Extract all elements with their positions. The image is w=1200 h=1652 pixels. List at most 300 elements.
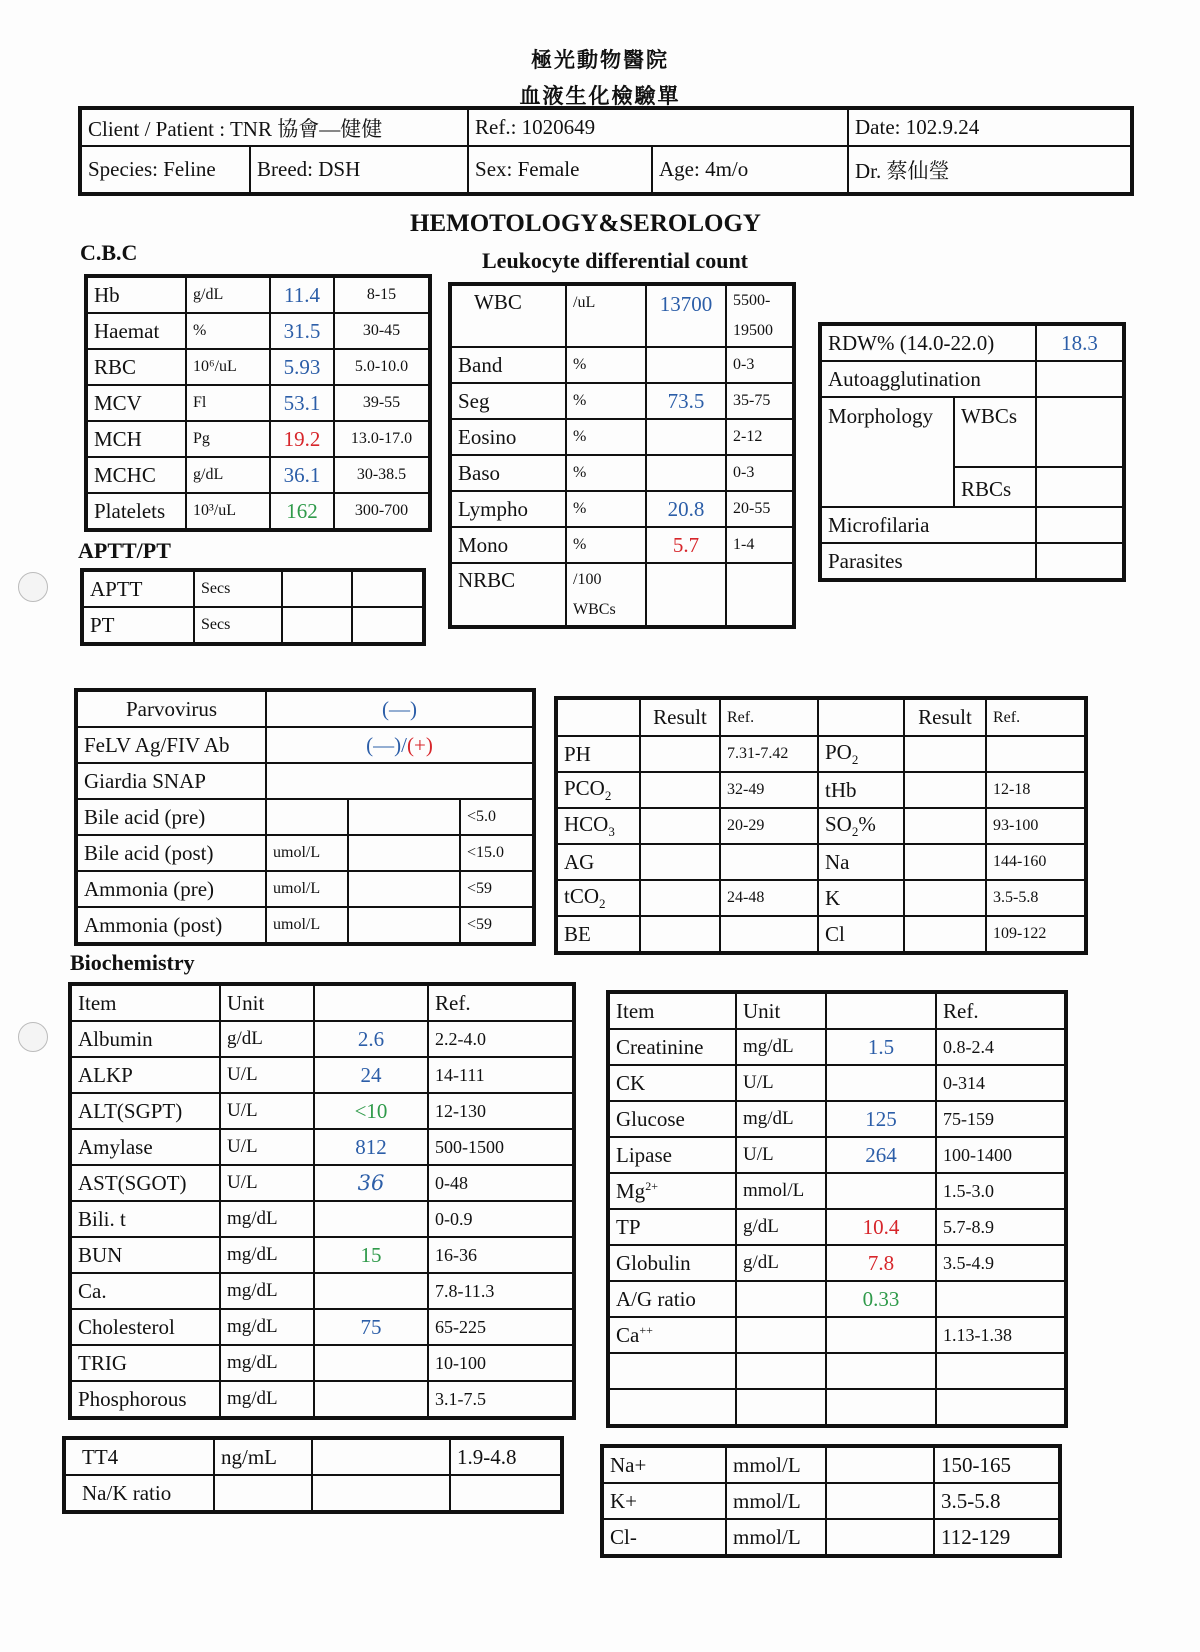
wbc-ref-line1: 5500- — [733, 292, 771, 309]
gas-item-right: tHb — [818, 772, 904, 808]
gas-ref-right: 144-160 — [986, 844, 1086, 880]
bio-value: 0.33 — [826, 1281, 936, 1317]
rbcs-value — [1036, 467, 1124, 507]
cbc-ref: 5.0-10.0 — [334, 349, 430, 385]
cbc-item: Haemat — [86, 313, 186, 349]
biochem-left-table — [68, 982, 576, 1420]
bio-value: 264 — [826, 1137, 936, 1173]
bio-ref: 3.5-4.9 — [936, 1245, 1066, 1281]
autoagglutination-label: Autoagglutination — [820, 361, 1036, 397]
electrolyte-item: Cl- — [602, 1519, 726, 1556]
bio-ref: 2.2-4.0 — [428, 1021, 574, 1057]
bio-ref: 65-225 — [428, 1309, 574, 1345]
subscript: 2 — [604, 788, 612, 804]
electrolyte-unit: mmol/L — [726, 1446, 826, 1483]
cbc-value: 36.1 — [270, 457, 334, 493]
table-row — [556, 808, 1086, 844]
bio-item — [608, 1317, 736, 1353]
serology-unit: umol/L — [266, 907, 348, 944]
bio-item: Globulin — [608, 1245, 736, 1281]
gas-item-right — [818, 736, 904, 772]
leuko-value: 5.7 — [646, 527, 726, 563]
cbc-ref: 30-45 — [334, 313, 430, 349]
wbc-item: WBC — [450, 284, 566, 347]
cbc-unit: 10³/uL — [186, 493, 270, 530]
leuko-value — [646, 347, 726, 383]
giardia-result — [266, 763, 534, 799]
leuko-ref: 2-12 — [726, 419, 794, 455]
bio-ref: 0.8-2.4 — [936, 1029, 1066, 1065]
bio-ref — [936, 1389, 1066, 1426]
table-row — [608, 1029, 1066, 1065]
header-ref: Ref. — [936, 992, 1066, 1029]
bio-item: Bili. t — [70, 1201, 220, 1237]
leuko-value — [646, 419, 726, 455]
morphology-label: Morphology — [820, 397, 954, 507]
serology-value — [348, 907, 460, 944]
bio-value: 15 — [314, 1237, 428, 1273]
leuko-item: Lympho — [450, 491, 566, 527]
bio-unit: g/dL — [736, 1209, 826, 1245]
table-row — [86, 493, 430, 530]
patient-header-table — [78, 106, 1134, 196]
bio-unit — [736, 1317, 826, 1353]
bio-item: Lipase — [608, 1137, 736, 1173]
table-row — [450, 419, 794, 455]
section-biochemistry: Biochemistry — [70, 950, 195, 975]
cbc-item: MCV — [86, 385, 186, 421]
table-row — [602, 1446, 1060, 1483]
bio-value — [826, 1173, 936, 1209]
aptt-ref — [352, 607, 424, 644]
table-row — [70, 1057, 574, 1093]
bio-ref: 1.5-3.0 — [936, 1173, 1066, 1209]
cbc-table — [84, 274, 432, 532]
aptt-unit: Secs — [194, 570, 282, 607]
table-row — [76, 799, 534, 835]
tt4-value — [312, 1438, 450, 1475]
table-header — [70, 984, 574, 1021]
gas-header-ref: Ref. — [720, 698, 818, 736]
ref-number: Ref.: 1020649 — [468, 108, 848, 146]
subscript: 2 — [851, 752, 859, 768]
table-row — [450, 383, 794, 419]
table-row — [86, 457, 430, 493]
gas-ref-left: 20-29 — [720, 808, 818, 844]
bio-unit: mg/dL — [220, 1273, 314, 1309]
item-name: Mg — [616, 1178, 646, 1203]
bio-item: BUN — [70, 1237, 220, 1273]
serology-ref: <59 — [460, 907, 534, 944]
bio-value — [314, 1273, 428, 1309]
leuko-ref: 0-3 — [726, 455, 794, 491]
aptt-ref — [352, 570, 424, 607]
bio-ref: 0-0.9 — [428, 1201, 574, 1237]
leuko-item: Mono — [450, 527, 566, 563]
morphology-table — [818, 322, 1126, 582]
bio-ref: 3.1-7.5 — [428, 1381, 574, 1418]
wbc-ref-line2: 19500 — [733, 322, 773, 339]
bio-value: 2.6 — [314, 1021, 428, 1057]
electrolyte-table — [600, 1444, 1062, 1558]
bio-value: 1.5 — [826, 1029, 936, 1065]
table-row — [70, 1237, 574, 1273]
bio-item — [608, 1353, 736, 1389]
bio-ref: 1.13-1.38 — [936, 1317, 1066, 1353]
bio-ref: 10-100 — [428, 1345, 574, 1381]
leuko-item: Seg — [450, 383, 566, 419]
punch-hole-top — [18, 572, 48, 602]
biochem-right-table — [606, 990, 1068, 1428]
table-row — [76, 871, 534, 907]
serology-value — [348, 871, 460, 907]
cbc-unit: 10⁶/uL — [186, 349, 270, 385]
tt4-item: TT4 — [64, 1438, 214, 1475]
cbc-unit: Pg — [186, 421, 270, 457]
gas-result-left — [640, 808, 720, 844]
gas-item-right: Cl — [818, 916, 904, 953]
tt4-unit: ng/mL — [214, 1438, 312, 1475]
bio-unit: mg/dL — [220, 1345, 314, 1381]
header-unit: Unit — [736, 992, 826, 1029]
bio-unit: mg/dL — [220, 1237, 314, 1273]
serology-unit: umol/L — [266, 871, 348, 907]
bio-item: TRIG — [70, 1345, 220, 1381]
subscript: 2 — [851, 824, 859, 840]
leuko-unit: % — [566, 527, 646, 563]
bio-unit: g/dL — [736, 1245, 826, 1281]
item-name: PCO — [564, 775, 605, 800]
cbc-value: 19.2 — [270, 421, 334, 457]
table-row — [556, 772, 1086, 808]
gas-ref-left — [720, 844, 818, 880]
bio-item: AST(SGOT) — [70, 1165, 220, 1201]
table-row — [70, 1201, 574, 1237]
aptt-value — [282, 570, 352, 607]
section-cbc: C.B.C — [80, 240, 138, 265]
leuko-ref: 1-4 — [726, 527, 794, 563]
table-row — [70, 1093, 574, 1129]
cbc-ref: 13.0-17.0 — [334, 421, 430, 457]
nrbc-unit-line2: WBCs — [573, 600, 616, 618]
bio-ref: 7.8-11.3 — [428, 1273, 574, 1309]
table-row — [86, 385, 430, 421]
bio-unit: mg/dL — [220, 1309, 314, 1345]
gas-item-right: Na — [818, 844, 904, 880]
serology-value — [348, 835, 460, 871]
gas-result-left — [640, 880, 720, 916]
gas-item-left — [556, 808, 640, 844]
table-row — [608, 1209, 1066, 1245]
section-aptt: APTT/PT — [78, 538, 171, 563]
header-ref: Ref. — [428, 984, 574, 1021]
bio-unit: mg/dL — [736, 1101, 826, 1137]
leuko-item: Eosino — [450, 419, 566, 455]
bio-item — [608, 1173, 736, 1209]
gas-header-result: Result — [904, 698, 986, 736]
bio-value — [314, 1201, 428, 1237]
bio-value: 125 — [826, 1101, 936, 1137]
electrolyte-unit: mmol/L — [726, 1483, 826, 1519]
fiv-result: (+) — [407, 732, 433, 757]
table-row — [450, 527, 794, 563]
gas-item-right: K — [818, 880, 904, 916]
tt4-ref — [450, 1475, 562, 1512]
table-row — [556, 698, 1086, 736]
gas-ref-left: 24-48 — [720, 880, 818, 916]
subscript: 2 — [599, 896, 606, 912]
gas-result-left — [640, 772, 720, 808]
bio-item: Creatinine — [608, 1029, 736, 1065]
leuko-unit: % — [566, 347, 646, 383]
bio-value — [314, 1345, 428, 1381]
leuko-value: 20.8 — [646, 491, 726, 527]
bio-value — [826, 1389, 936, 1426]
table-row — [82, 607, 424, 644]
cbc-ref: 8-15 — [334, 276, 430, 313]
leuko-ref: 35-75 — [726, 383, 794, 419]
aptt-table — [80, 568, 426, 646]
aptt-value — [282, 607, 352, 644]
bio-value: 10.4 — [826, 1209, 936, 1245]
serology-ref: <59 — [460, 871, 534, 907]
bio-item: A/G ratio — [608, 1281, 736, 1317]
bio-unit: mmol/L — [736, 1173, 826, 1209]
gas-item-left: PH — [556, 736, 640, 772]
serology-unit — [266, 799, 348, 835]
electrolyte-ref: 112-129 — [934, 1519, 1060, 1556]
cbc-ref: 39-55 — [334, 385, 430, 421]
nrbc-ref — [726, 563, 794, 627]
item-name: PO — [825, 739, 852, 764]
table-row — [76, 907, 534, 944]
wbc-value: 13700 — [646, 284, 726, 347]
tt4-unit — [214, 1475, 312, 1512]
serology-table — [74, 688, 536, 946]
table-row — [556, 916, 1086, 953]
cbc-value: 11.4 — [270, 276, 334, 313]
table-row — [450, 347, 794, 383]
leuko-ref: 0-3 — [726, 347, 794, 383]
table-row — [608, 1101, 1066, 1137]
bio-unit: U/L — [220, 1129, 314, 1165]
report-date: Date: 102.9.24 — [848, 108, 1132, 146]
bio-item: Glucose — [608, 1101, 736, 1137]
parvovirus-label: Parvovirus — [76, 690, 266, 727]
bio-ref: 16-36 — [428, 1237, 574, 1273]
gas-result-left — [640, 736, 720, 772]
breed: Breed: DSH — [250, 146, 468, 194]
bio-item: Ca. — [70, 1273, 220, 1309]
table-row — [556, 844, 1086, 880]
bio-unit: U/L — [736, 1065, 826, 1101]
electrolyte-ref: 150-165 — [934, 1446, 1060, 1483]
serology-item: Bile acid (pre) — [76, 799, 266, 835]
gas-item-left — [556, 772, 640, 808]
bio-item: CK — [608, 1065, 736, 1101]
subscript: 3 — [608, 824, 615, 840]
table-row — [450, 491, 794, 527]
bio-unit — [736, 1389, 826, 1426]
gas-item-right — [818, 808, 904, 844]
electrolyte-item: K+ — [602, 1483, 726, 1519]
bio-value — [826, 1065, 936, 1101]
leuko-unit: % — [566, 419, 646, 455]
bio-ref: 12-130 — [428, 1093, 574, 1129]
electrolyte-unit: mmol/L — [726, 1519, 826, 1556]
gas-item-left: BE — [556, 916, 640, 953]
rbcs-label: RBCs — [954, 467, 1036, 507]
nrbc-value — [646, 563, 726, 627]
item-suffix: % — [858, 811, 876, 836]
cbc-unit: % — [186, 313, 270, 349]
table-row — [70, 1165, 574, 1201]
item-name: SO — [825, 811, 852, 836]
table-row — [608, 1353, 1066, 1389]
bio-value: 36 — [314, 1165, 428, 1201]
gas-result-right — [904, 772, 986, 808]
bio-ref: 0-48 — [428, 1165, 574, 1201]
cbc-item: MCHC — [86, 457, 186, 493]
table-row — [608, 1065, 1066, 1101]
gas-ref-left: 7.31-7.42 — [720, 736, 818, 772]
electrolyte-item: Na+ — [602, 1446, 726, 1483]
blood-gas-table — [554, 696, 1088, 955]
gas-result-left — [640, 844, 720, 880]
parasites-label: Parasites — [820, 543, 1036, 580]
bio-unit — [736, 1353, 826, 1389]
leuko-unit: % — [566, 455, 646, 491]
bio-item: ALT(SGPT) — [70, 1093, 220, 1129]
age: Age: 4m/o — [652, 146, 848, 194]
bio-item: Albumin — [70, 1021, 220, 1057]
tt4-value — [312, 1475, 450, 1512]
table-row — [86, 421, 430, 457]
gas-item-left: AG — [556, 844, 640, 880]
wbc-ref — [726, 284, 794, 347]
gas-result-right — [904, 916, 986, 953]
bio-value: 24 — [314, 1057, 428, 1093]
bio-ref: 0-314 — [936, 1065, 1066, 1101]
table-row — [450, 284, 794, 347]
wbcs-value — [1036, 397, 1124, 467]
table-row — [450, 455, 794, 491]
table-row — [76, 835, 534, 871]
table-row — [450, 563, 794, 627]
aptt-item: APTT — [82, 570, 194, 607]
serology-item: Bile acid (post) — [76, 835, 266, 871]
bio-unit: mg/dL — [736, 1029, 826, 1065]
rdw-label: RDW% (14.0-22.0) — [820, 324, 1036, 361]
bio-item — [608, 1389, 736, 1426]
bio-item: Phosphorous — [70, 1381, 220, 1418]
serology-value — [348, 799, 460, 835]
hospital-name: 極光動物醫院 — [531, 48, 669, 72]
rdw-value: 18.3 — [1036, 324, 1124, 361]
cbc-value: 5.93 — [270, 349, 334, 385]
nrbc-item: NRBC — [450, 563, 566, 627]
giardia-label: Giardia SNAP — [76, 763, 266, 799]
aptt-unit: Secs — [194, 607, 282, 644]
bio-unit: mg/dL — [220, 1381, 314, 1418]
parvovirus-result: (—) — [266, 690, 534, 727]
autoagglutination-value — [1036, 361, 1124, 397]
table-row — [64, 1475, 562, 1512]
table-row — [602, 1483, 1060, 1519]
table-header — [608, 992, 1066, 1029]
wbcs-label: WBCs — [954, 397, 1036, 467]
wbc-unit: /uL — [566, 284, 646, 347]
bio-unit — [736, 1281, 826, 1317]
table-row — [64, 1438, 562, 1475]
felv-fiv-label: FeLV Ag/FIV Ab — [76, 727, 266, 763]
electrolyte-ref: 3.5-5.8 — [934, 1483, 1060, 1519]
serology-unit: umol/L — [266, 835, 348, 871]
nrbc-unit-line1: /100 — [573, 570, 602, 588]
bio-value: 75 — [314, 1309, 428, 1345]
leuko-value — [646, 455, 726, 491]
table-row — [70, 1129, 574, 1165]
bio-ref: 500-1500 — [428, 1129, 574, 1165]
table-row — [86, 313, 430, 349]
table-row — [608, 1389, 1066, 1426]
bio-item: Amylase — [70, 1129, 220, 1165]
tt4-ref: 1.9-4.8 — [450, 1438, 562, 1475]
cbc-item: RBC — [86, 349, 186, 385]
bio-value: 812 — [314, 1129, 428, 1165]
bio-item: ALKP — [70, 1057, 220, 1093]
leuko-value: 73.5 — [646, 383, 726, 419]
cbc-item: MCH — [86, 421, 186, 457]
microfilaria-value — [1036, 507, 1124, 543]
cbc-item: Platelets — [86, 493, 186, 530]
bio-unit: U/L — [736, 1137, 826, 1173]
header-item: Item — [608, 992, 736, 1029]
gas-result-right — [904, 808, 986, 844]
electrolyte-value — [826, 1519, 934, 1556]
header-unit: Unit — [220, 984, 314, 1021]
gas-ref-right: 12-18 — [986, 772, 1086, 808]
bio-ref — [936, 1281, 1066, 1317]
bio-unit: mg/dL — [220, 1201, 314, 1237]
serology-ref: <5.0 — [460, 799, 534, 835]
bio-value — [826, 1317, 936, 1353]
bio-ref: 100-1400 — [936, 1137, 1066, 1173]
serology-item: Ammonia (pre) — [76, 871, 266, 907]
table-row — [608, 1281, 1066, 1317]
cbc-ref: 30-38.5 — [334, 457, 430, 493]
bio-ref: 5.7-8.9 — [936, 1209, 1066, 1245]
table-row — [556, 880, 1086, 916]
table-row — [70, 1309, 574, 1345]
item-name: tCO — [564, 883, 600, 908]
gas-ref-left: 32-49 — [720, 772, 818, 808]
bio-value — [826, 1353, 936, 1389]
gas-ref-left — [720, 916, 818, 953]
leuko-ref: 20-55 — [726, 491, 794, 527]
table-row — [608, 1317, 1066, 1353]
table-row — [86, 276, 430, 313]
leuko-item: Band — [450, 347, 566, 383]
bio-value: <10 — [314, 1093, 428, 1129]
cbc-unit: g/dL — [186, 276, 270, 313]
cbc-item: Hb — [86, 276, 186, 313]
tt4-item: Na/K ratio — [64, 1475, 214, 1512]
bio-item: TP — [608, 1209, 736, 1245]
table-row — [70, 1273, 574, 1309]
table-row — [602, 1519, 1060, 1556]
cbc-unit: Fl — [186, 385, 270, 421]
